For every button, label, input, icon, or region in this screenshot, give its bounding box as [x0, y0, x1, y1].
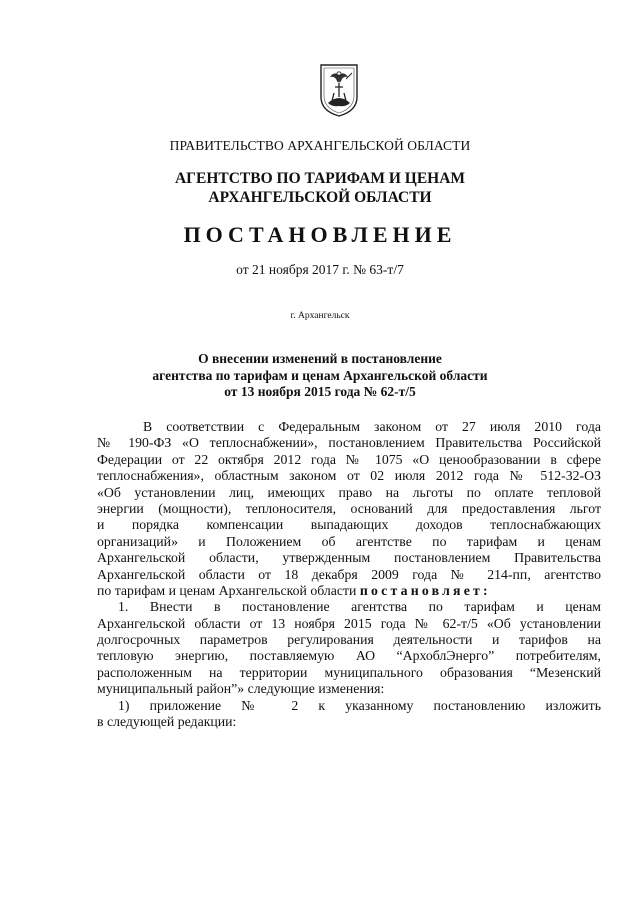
agency-name-line-1: АГЕНТСТВО ПО ТАРИФАМ И ЦЕНАМ — [174, 170, 466, 187]
body-line: Федерации от 22 октября 2012 года № 1075 «О ценообразовании в сфере — [97, 451, 601, 467]
body-line: Архангельской области от 13 ноября 2015 года № 62-т/5 «Об установлении — [97, 615, 601, 631]
agency-name — [0, 169, 640, 207]
decree-keyword: постановляет: — [359, 582, 491, 598]
body-line: 1) приложение № 2 к указанному постановлению изложить — [118, 697, 601, 713]
body-line: Архангельской области, утвержденным постановлением Правительства — [97, 550, 601, 566]
body-line: № 190-ФЗ «О теплоснабжении», постановлением Правительства Российской — [97, 435, 601, 451]
government-name: ПРАВИТЕЛЬСТВО АРХАНГЕЛЬСКОЙ ОБЛАСТИ — [169, 138, 471, 153]
subject-line-1: О внесении изменений в постановление — [198, 351, 442, 366]
document-type-heading: ПОСТАНОВЛЕНИЕ — [183, 222, 457, 247]
body-line: тепловую энергию, поставляемую АО “АрхоблЭнерго” потребителям, — [97, 648, 601, 664]
body-line: в следующей редакции: — [97, 714, 237, 730]
body-line: «Об установлении лиц, имеющих право на льготы по оплате тепловой — [97, 484, 601, 500]
subject-line-2: агентства по тарифам и ценам Архангельской области — [152, 367, 488, 383]
body-line: 1. Внести в постановление агентства по тарифам и ценам — [118, 599, 601, 615]
document-city: г. Архангельск — [290, 311, 350, 321]
body-line: расположенным на территории муниципального образования “Мезенский — [97, 664, 601, 680]
body-line: и порядка компенсации выпадающих доходов теплоснабжающих — [97, 517, 601, 533]
body-line: энергии (мощности), теплоносителя, оснований для предоставления льгот — [97, 500, 601, 516]
body-line: теплоснабжения», областным законом от 02 июля 2012 года № 512-32-ОЗ — [97, 468, 601, 484]
arkhangelsk-coat-of-arms-icon — [318, 63, 360, 117]
document-date-number: от 21 ноября 2017 г. № 63-т/7 — [236, 262, 404, 277]
subject-line-3: от 13 ноября 2015 года № 62-т/5 — [224, 384, 416, 399]
body-line: муниципальный район”» следующие изменения: — [97, 681, 385, 697]
body-text: по тарифам и ценам Архангельской области — [97, 582, 357, 598]
body-line: организаций» и Положением об агентстве по тарифам и ценам — [97, 533, 601, 549]
document-subject — [0, 351, 640, 401]
agency-name-line-2: АРХАНГЕЛЬСКОЙ ОБЛАСТИ — [208, 189, 432, 206]
body-line: долгосрочных параметров регулирования деятельности и тарифов на — [97, 632, 601, 648]
body-line: В соответствии с Федеральным законом от 27 июля 2010 года — [143, 419, 601, 434]
document-body — [97, 419, 601, 730]
body-line — [97, 583, 601, 599]
body-line: Архангельской области от 18 декабря 2009 года № 214-пп, агентство — [97, 566, 601, 582]
